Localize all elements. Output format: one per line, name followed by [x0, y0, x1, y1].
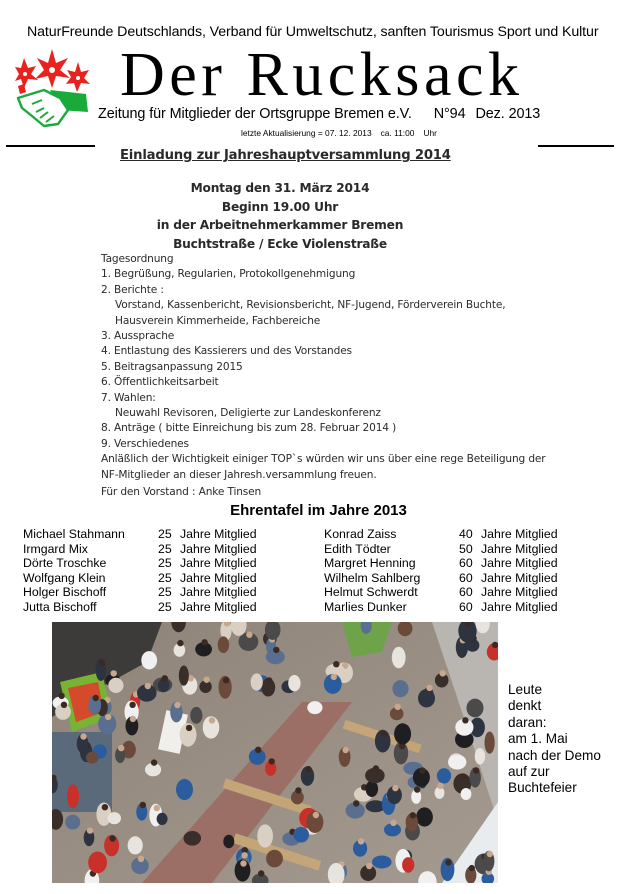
photo-crowd-shape — [184, 831, 202, 846]
agenda-item: 7. Wahlen: — [101, 391, 156, 404]
membership-suffix: Jahre Mitglied — [180, 527, 257, 541]
photo-crowd-shape — [266, 850, 283, 868]
updated-time: ca. 11:00 — [380, 128, 415, 138]
membership-years: 25 — [158, 556, 172, 571]
photo-crowd-head — [462, 717, 468, 723]
membership-suffix: Jahre Mitglied — [481, 599, 558, 614]
photo-crowd-head — [129, 702, 135, 708]
photo-crowd-shape — [108, 678, 123, 693]
photo-crowd-head — [419, 767, 425, 773]
subtitle-line — [98, 106, 540, 122]
photo-crowd-shape — [307, 701, 322, 714]
meeting-details — [95, 179, 465, 253]
honor-roll-row — [324, 542, 558, 557]
photo-crowd-head — [390, 820, 396, 826]
closing-line: Anläßlich der Wichtigkeit einiger TOP`s würden wir uns über eine rege Beteiligung der — [101, 453, 546, 466]
photo-crowd-head — [258, 870, 264, 876]
photo-crowd-head — [203, 677, 209, 683]
photo-crowd-head — [295, 787, 301, 793]
membership-suffix: Jahre Mitglied — [481, 585, 558, 600]
membership-suffix: Jahre Mitglied — [180, 541, 257, 556]
closing-line: NF-Mitglieder an dieser Jahresh.versammlung freuen. — [101, 468, 377, 481]
photo-crowd-head — [313, 812, 319, 818]
membership-years: 60 — [459, 599, 473, 614]
issue-date: Dez. 2013 — [475, 106, 541, 122]
photo-crowd-shape — [288, 675, 300, 691]
photo-crowd-head — [145, 683, 151, 689]
photo-crowd-shape — [190, 707, 202, 724]
meeting-date: Montag den 31. März 2014 — [190, 181, 370, 195]
meeting-venue: in der Arbeitnehmerkammer Bremen — [156, 218, 404, 232]
membership-years: 50 — [459, 541, 473, 556]
member-name: Jutta Bischoff — [23, 599, 97, 614]
membership-suffix: Jahre Mitglied — [180, 556, 257, 571]
membership-suffix: Jahre Mitglied — [481, 570, 558, 585]
photo-crowd-head — [154, 805, 160, 811]
photo-crowd-head — [445, 859, 451, 865]
membership-suffix: Jahre Mitglied — [481, 556, 558, 571]
photo-crowd-head — [331, 674, 337, 680]
agenda-item: 1. Begrüßung, Regularien, Protokollgenehmigung — [101, 268, 356, 281]
photo-crowd-head — [266, 677, 272, 683]
photo-crowd-shape — [448, 755, 466, 770]
photo-crowd-head — [426, 685, 432, 691]
photo-crowd-shape — [251, 673, 263, 690]
photo-crowd-head — [273, 647, 279, 653]
agenda-subitem: Hausverein Kimmerheide, Fachbereiche — [115, 314, 321, 327]
photo-crowd-head — [410, 812, 416, 818]
photo-crowd-head — [305, 766, 311, 772]
photo-crowd-head — [99, 660, 105, 666]
honor-roll-row — [324, 585, 558, 600]
agenda-item: 2. Berichte : — [101, 283, 164, 296]
photo-crowd-head — [469, 865, 475, 871]
photo-crowd-shape — [128, 836, 143, 854]
masthead-title: Der Rucksack — [120, 41, 524, 109]
honor-roll-row — [324, 556, 558, 571]
photo-crowd-head — [201, 639, 207, 645]
photo-crowd-shape — [416, 807, 433, 826]
photo-crowd-shape — [293, 827, 309, 843]
member-name: Michael Stahmann — [23, 527, 125, 541]
photo-crowd-shape — [475, 748, 485, 765]
photo-crowd-head — [255, 747, 261, 753]
member-name: Konrad Zaiss — [324, 527, 397, 541]
photo-crowd-shape — [179, 666, 189, 686]
festival-photo — [52, 622, 498, 883]
membership-years: 60 — [459, 585, 473, 600]
membership-years: 60 — [459, 570, 473, 585]
last-updated — [241, 128, 437, 138]
photo-crowd-shape — [223, 835, 234, 849]
agenda-item: 8. Anträge ( bitte Einreichung bis zum 28. Februar 2014 ) — [101, 422, 397, 435]
agenda-subitem: Vorstand, Kassenbericht, Revisionsbericht, NF-Jugend, Förderverein Buchte, — [115, 299, 506, 312]
photo-crowd-head — [102, 804, 108, 810]
meeting-time: Beginn 19.00 Uhr — [221, 199, 339, 214]
photo-crowd-head — [58, 693, 64, 699]
photo-crowd-head — [492, 642, 498, 648]
photo-crowd-head — [151, 759, 157, 765]
agenda-list — [101, 267, 545, 452]
divider-right — [538, 145, 614, 147]
divider-left — [6, 145, 95, 147]
photo-crowd-shape — [141, 651, 157, 669]
photo-crowd-shape — [218, 636, 229, 653]
photo-crowd-head — [392, 785, 398, 791]
membership-suffix: Jahre Mitglied — [180, 585, 257, 600]
photo-crowd-shape — [257, 824, 273, 847]
photo-crowd-head — [414, 786, 420, 792]
honor-roll-row — [23, 542, 257, 557]
agenda-subitem: Neuwahl Revisoren, Deligierte zur Landeskonferenz — [115, 407, 381, 420]
honor-roll-row — [324, 527, 558, 542]
photo-crowd-shape — [86, 752, 98, 764]
photo-crowd-head — [373, 765, 379, 771]
photo-crowd-head — [366, 863, 372, 869]
photo-crowd-head — [87, 827, 93, 833]
photo-crowd-head — [269, 758, 275, 764]
member-name: Edith Tödter — [324, 541, 391, 556]
photo-crowd-head — [437, 783, 443, 789]
photo-crowd-shape — [108, 812, 121, 824]
membership-years: 60 — [459, 556, 473, 571]
honor-roll-row — [23, 585, 257, 600]
photo-crowd-head — [162, 675, 168, 681]
updated-label: letzte Aktualisierung = 07. 12. 2013 — [241, 128, 372, 138]
agenda-item: 4. Entlastung des Kassierers und des Vorstandes — [101, 345, 352, 358]
invitation-block — [95, 141, 545, 497]
honor-roll-row — [23, 556, 257, 571]
member-name: Marlies Dunker — [324, 599, 407, 614]
photo-crowd-shape — [394, 723, 411, 744]
photo-crowd-shape — [372, 856, 392, 869]
photo-crowd-head — [186, 725, 192, 731]
photo-crowd-head — [177, 640, 183, 646]
membership-years: 25 — [158, 570, 172, 585]
may-day-note — [508, 682, 601, 797]
photo-crowd-shape — [65, 815, 80, 830]
photo-crowd-head — [130, 716, 136, 722]
honor-roll-right-column — [324, 527, 558, 615]
member-name: Wolfgang Klein — [23, 570, 106, 585]
photo-crowd-head — [209, 717, 215, 723]
meeting-address: Buchtstraße / Ecke Violenstraße — [173, 236, 387, 251]
photo-crowd-shape — [461, 788, 472, 800]
note-line: Buchtefeier — [508, 780, 577, 796]
photo-crowd-head — [342, 747, 348, 753]
honor-roll-row — [23, 600, 257, 615]
signature: Für den Vorstand : Anke Tinsen — [101, 486, 262, 499]
photo-crowd-head — [105, 714, 111, 720]
note-line: am 1. Mai — [508, 731, 568, 747]
organization-tagline: NaturFreunde Deutschlands, Verband für Umweltschutz, sanften Tourismus Sport und Kultur — [27, 24, 599, 40]
photo-crowd-head — [246, 632, 252, 638]
photo-crowd-shape — [467, 699, 484, 718]
honor-roll-row — [324, 600, 558, 615]
photo-crowd-shape — [402, 857, 414, 873]
photo-crowd-head — [174, 702, 180, 708]
membership-years: 25 — [158, 541, 172, 556]
photo-crowd-head — [487, 851, 493, 857]
member-name: Helmut Schwerdt — [324, 585, 418, 600]
note-line: auf zur — [508, 764, 550, 780]
photo-crowd-head — [118, 745, 124, 751]
agenda-heading: Tagesordnung — [101, 253, 174, 265]
photo-crowd-shape — [437, 768, 451, 783]
invitation-title: Einladung zur Jahreshauptversammlung 2014 — [120, 148, 451, 163]
updated-unit: Uhr — [423, 128, 437, 138]
photo-crowd-head — [381, 731, 387, 737]
photo-crowd-head — [140, 802, 146, 808]
photo-crowd-head — [473, 767, 479, 773]
photo-crowd-head — [93, 695, 99, 701]
honor-roll-row — [23, 527, 257, 542]
photo-crowd-shape — [176, 779, 193, 800]
member-name: Wilhelm Sahlberg — [324, 570, 421, 585]
photo-crowd-head — [61, 702, 67, 708]
honor-roll-row — [23, 571, 257, 586]
photo-crowd-shape — [392, 680, 408, 697]
membership-suffix: Jahre Mitglied — [180, 570, 257, 585]
agenda-item: 3. Aussprache — [101, 330, 175, 343]
naturfreunde-logo-icon — [14, 46, 90, 128]
membership-years: 25 — [158, 585, 172, 600]
honor-roll-left-column — [23, 527, 257, 615]
photo-crowd-head — [440, 670, 446, 676]
issue-number: N°94 — [433, 106, 466, 122]
note-line: nach der Demo — [508, 747, 601, 763]
agenda-item: 5. Beitragsanpassung 2015 — [101, 360, 243, 373]
agenda-item: 6. Öffentlichkeitsarbeit — [101, 376, 219, 389]
membership-years: 25 — [158, 599, 172, 614]
photo-crowd-shape — [88, 852, 107, 874]
photo-crowd-shape — [392, 647, 406, 669]
honor-roll-title: Ehrentafel im Jahre 2013 — [230, 502, 407, 519]
agenda — [101, 252, 545, 501]
member-name: Dörte Troschke — [23, 556, 107, 571]
membership-years: 25 — [158, 527, 172, 541]
note-line: daran: — [508, 714, 547, 730]
photo-crowd-head — [240, 860, 246, 866]
note-line: Leute — [508, 682, 543, 697]
photo-crowd-head — [80, 733, 86, 739]
membership-suffix: Jahre Mitglied — [481, 527, 558, 541]
photo-crowd-head — [241, 852, 247, 858]
photo-crowd-head — [395, 704, 401, 710]
photo-crowd-head — [353, 800, 359, 806]
photo-crowd-head — [109, 835, 115, 841]
member-name: Margret Henning — [324, 556, 416, 571]
photo-crowd-head — [138, 856, 144, 862]
member-name: Irmgard Mix — [23, 541, 88, 556]
photo-crowd-shape — [157, 813, 168, 825]
photo-crowd-head — [111, 670, 117, 676]
photo-crowd-shape — [67, 784, 79, 808]
subtitle-text: Zeitung für Mitglieder der Ortsgruppe Bremen e.V. — [98, 106, 412, 122]
note-line: denkt — [508, 698, 542, 714]
agenda-item: 9. Verschiedenes — [101, 437, 189, 450]
photo-crowd-head — [460, 773, 466, 779]
membership-suffix: Jahre Mitglied — [180, 599, 257, 614]
membership-years: 40 — [459, 527, 473, 541]
member-name: Holger Bischoff — [23, 585, 107, 600]
photo-crowd-head — [223, 677, 229, 683]
honor-roll-row — [324, 571, 558, 586]
photo-crowd-head — [333, 661, 339, 667]
photo-crowd-head — [358, 838, 364, 844]
membership-suffix: Jahre Mitglied — [481, 541, 558, 556]
photo-crowd-shape — [485, 732, 495, 754]
